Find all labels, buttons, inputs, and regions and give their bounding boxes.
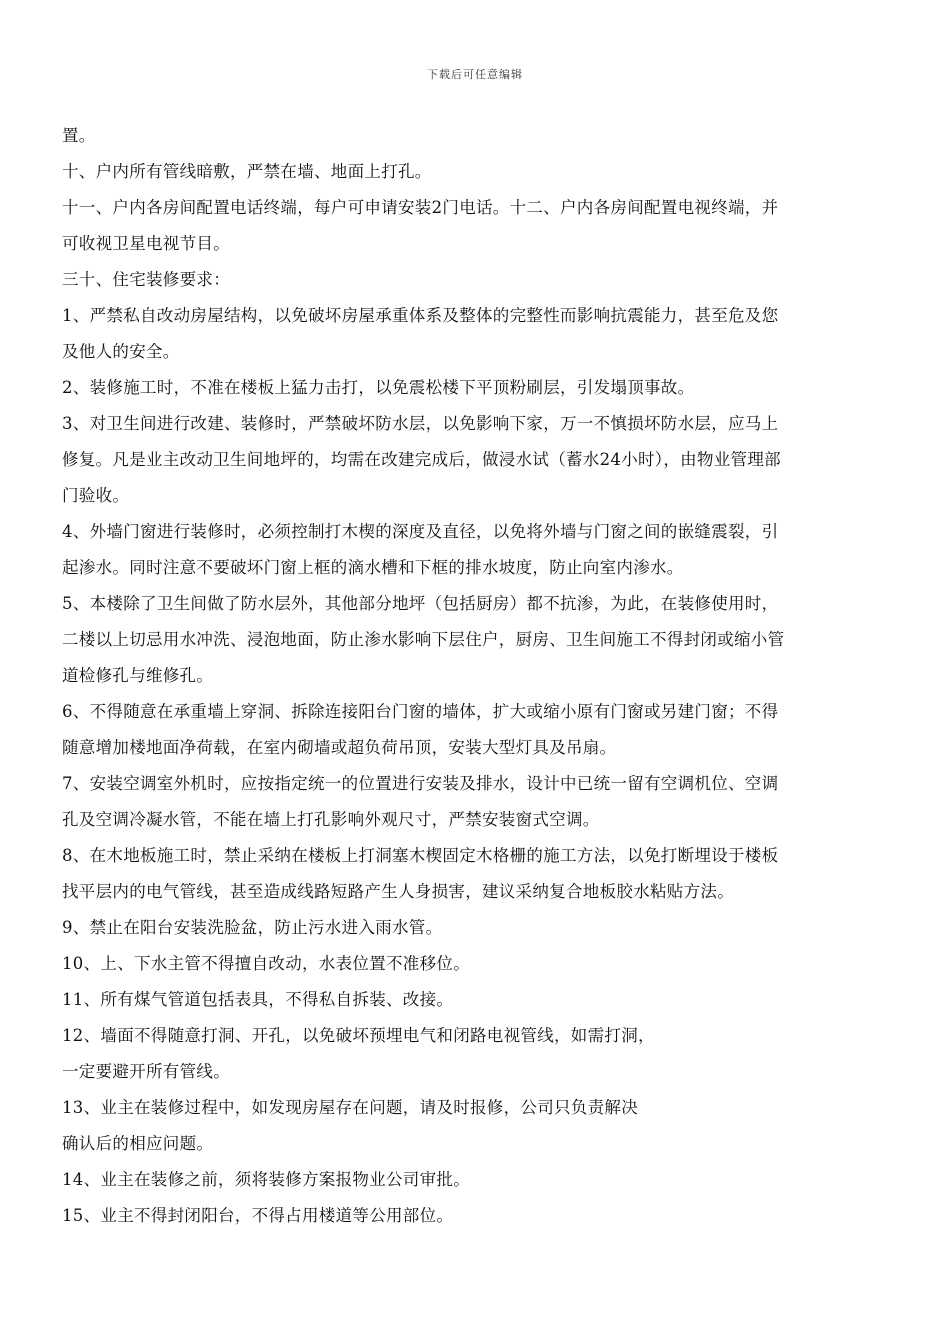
text-line: 9、禁止在阳台安装洗脸盆，防止污水进入雨水管。 [62, 918, 443, 937]
text-line: 4、外墙门窗进行装修时，必须控制打木楔的深度及直径，以免将外墙与门窗之间的嵌缝震裂，引 [62, 522, 779, 541]
text-line: 门验收。 [62, 486, 130, 505]
text-line: 1、严禁私自改动房屋结构，以免破坏房屋承重体系及整体的完整性而影响抗震能力，甚至危及您 [62, 306, 779, 325]
text-line: 一定要避开所有管线。 [62, 1062, 230, 1081]
text-line: 确认后的相应问题。 [62, 1134, 214, 1153]
text-line: 15、业主不得封闭阳台，不得占用楼道等公用部位。 [62, 1206, 454, 1225]
text-line: 找平层内的电气管线，甚至造成线路短路产生人身损害，建议采纳复合地板胶水粘贴方法。 [62, 882, 734, 901]
text-line: 8、在木地板施工时，禁止采纳在楼板上打洞塞木楔固定木格栅的施工方法，以免打断埋设于楼板 [62, 846, 779, 865]
text-line: 12、墙面不得随意打洞、开孔，以免破坏预埋电气和闭路电视管线，如需打洞， [62, 1026, 655, 1045]
text-line: 11、所有煤气管道包括表具，不得私自拆装、改接。 [62, 990, 454, 1009]
text-line: 可收视卫星电视节目。 [62, 234, 230, 253]
document-body [62, 118, 892, 1234]
text-line: 二楼以上切忌用水冲洗、浸泡地面，防止渗水影响下层住户，厨房、卫生间施工不得封闭或缩小管 [62, 630, 785, 649]
text-line: 道检修孔与维修孔。 [62, 666, 214, 685]
text-line: 10、上、下水主管不得擅自改动，水表位置不准移位。 [62, 954, 470, 973]
text-line: 三十、住宅装修要求： [62, 270, 230, 289]
text-line: 十一、户内各房间配置电话终端，每户可申请安装2门电话。十二、户内各房间配置电视终端，并 [62, 198, 779, 217]
text-line: 7、安装空调室外机时，应按指定统一的位置进行安装及排水，设计中已统一留有空调机位、空调 [62, 774, 779, 793]
text-line: 随意增加楼地面净荷载，在室内砌墙或超负荷吊顶，安装大型灯具及吊扇。 [62, 738, 617, 757]
page-header: 下载后可任意编辑 [427, 68, 523, 81]
text-line: 修复。凡是业主改动卫生间地坪的，均需在改建完成后，做浸水试（蓄水24小时），由物业管理部 [62, 450, 781, 469]
text-line: 及他人的安全。 [62, 342, 180, 361]
text-line: 起渗水。同时注意不要破坏门窗上框的滴水槽和下框的排水坡度，防止向室内渗水。 [62, 558, 684, 577]
text-line: 14、业主在装修之前，须将装修方案报物业公司审批。 [62, 1170, 470, 1189]
text-line: 3、对卫生间进行改建、装修时，严禁破坏防水层，以免影响下家，万一不慎损坏防水层，应马上 [62, 414, 779, 433]
text-line: 孔及空调冷凝水管，不能在墙上打孔影响外观尺寸，严禁安装窗式空调。 [62, 810, 600, 829]
text-line: 13、业主在装修过程中，如发现房屋存在问题，请及时报修，公司只负责解决 [62, 1098, 638, 1117]
text-line: 十、户内所有管线暗敷，严禁在墙、地面上打孔。 [62, 162, 432, 181]
text-line: 2、装修施工时，不准在楼板上猛力击打，以免震松楼下平顶粉刷层，引发塌顶事故。 [62, 378, 695, 397]
text-line: 置。 [62, 126, 96, 145]
text-line: 5、本楼除了卫生间做了防水层外，其他部分地坪（包括厨房）都不抗渗，为此，在装修使用时， [62, 594, 779, 613]
text-line: 6、不得随意在承重墙上穿洞、拆除连接阳台门窗的墙体，扩大或缩小原有门窗或另建门窗；不得 [62, 702, 779, 721]
